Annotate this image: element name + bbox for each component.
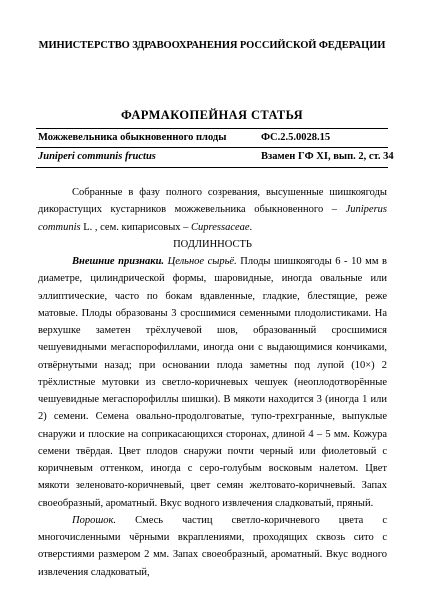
replaces-note: Взамен ГФ XI, вып. 2, ст. 34 [261,151,394,162]
powder-label: Порошок. [72,514,117,526]
intro-text-part: Собранные в фазу полного созревания, высушенные шишкоягоды дикорастущих кустарников можжевельника обыкновенного – [38,187,387,216]
header-bottom-rule [36,167,388,168]
intro-paragraph [38,184,387,236]
intro-text-part: L. , сем. кипарисовых – [80,221,192,233]
intro-text-part: . [249,221,253,233]
external-features-paragraph [38,253,387,512]
external-features-label: Внешние признаки. [72,256,165,267]
external-features-text: Плоды шишкоягоды 6 - 10 мм в диаметре, цилиндрической формы, шаровидные, иногда овальные или эллиптические, часто по бокам вдавленные, гладкие, блестящие, реже матовые. Плоды образованы 3 сросшимися семенными плодолистиками. На верхушке заметен трёхлучевой шов, образованный сросшимися чешуевидными мегаспорофиллами, иногда они с выдающимися кончиками, отвёрнутыми назад; при основании плода заметны под лупой (10×) 2 трёхлистные мутовки из светло-коричневых чешуек (неоплодотворённые чешуевидные мегаспорофиллы шишки). В мякоти находится 3 (иногда 1 или 2) семени. Семена овально-продолговатые, тупо-трехгранные, выпуклые снаружи и плоские на соприкасающихся сторонах, длиной 4 – 5 мм. Кожура семени твёрдая. Цвет плодов снаружи почти черный или фиолетовый с коричневым оттенком, иногда с серо-голубым восковым налетом. Цвет мякоти зеленовато-коричневый, цвет семян желтовато-коричневый. Запах своеобразный, ароматный. Вкус водного извлечения сладковатый, пряный. [38,256,388,509]
powder-text: Смесь частиц светло-коричневого цвета с многочисленными чёрными вкраплениями, проходящих сквозь сито с отверстиями размером 2 мм. Запах своеобразный, ароматный. Вкус водного извлечения сладковатый, [38,514,387,578]
article-title: ФАРМАКОПЕЙНАЯ СТАТЬЯ [121,108,303,122]
latin-species-name: Juniperus communis [38,204,387,233]
whole-raw-material-label: Цельное сырьё. [167,256,237,267]
latin-family-name: Cupressaceae [191,221,250,233]
herb-name-russian: Можжевельника обыкновенного плоды [38,132,227,143]
ministry-heading: МИНИСТЕРСТВО ЗДРАВООХРАНЕНИЯ РОССИЙСКОЙ ФЕДЕРАЦИИ [38,40,386,51]
header-top-rule [36,128,388,129]
powder-paragraph [38,512,387,581]
section-heading-authenticity: ПОДЛИННОСТЬ [173,238,252,250]
article-body [38,184,387,581]
header-middle-rule [36,147,388,148]
herb-name-latin: Juniperi communis fructus [38,151,156,162]
article-code: ФС.2.5.0028.15 [261,132,331,143]
